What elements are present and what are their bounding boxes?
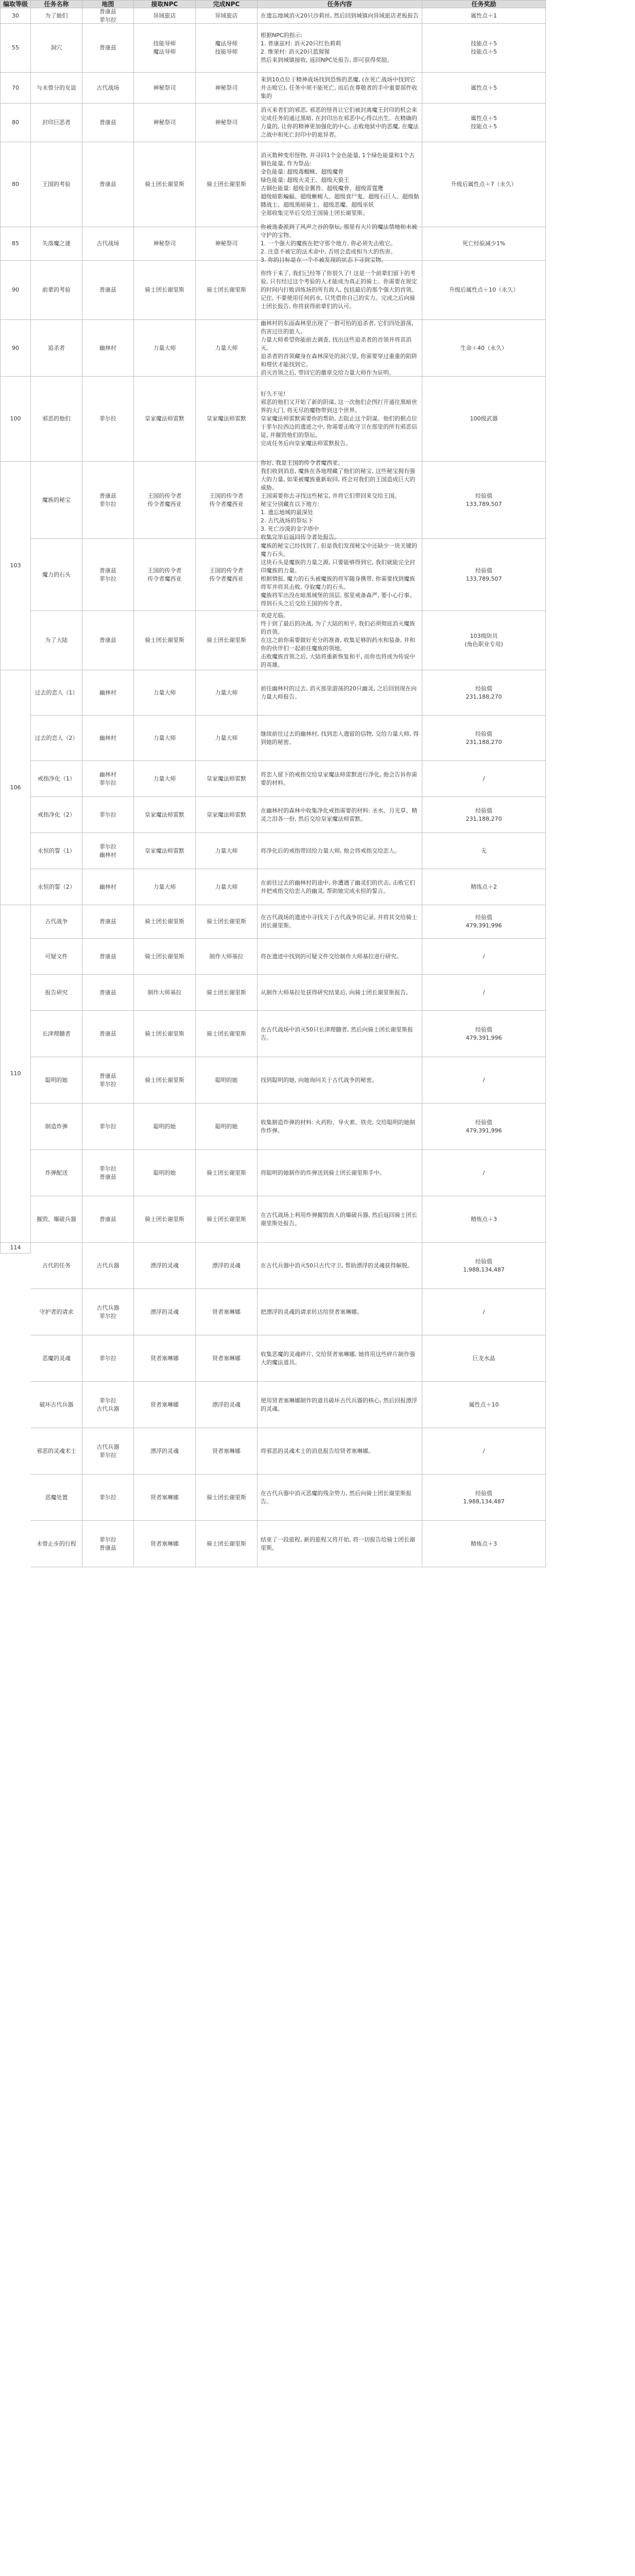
map-cell: 普康兹 xyxy=(82,905,134,939)
quest-content-cell: 将邪恶的灵魂术士的消息报告给贤者塞琳娜。 xyxy=(258,1428,422,1475)
map-cell: 古代战场 xyxy=(82,73,134,104)
reward-cell: 精炼点＋3 xyxy=(422,1521,546,1567)
quest-content-cell: 在古代战场上利用炸弹摧毁敌人的爆破兵器, 然后返回骑士团长谢里斯处报告。 xyxy=(258,1196,422,1243)
quest-content-cell: 消灭来者们的邪恶, 邪恶的怪兽让它们被封离魔王封印的机会来完成任务的通过黑暗, 在封印出在邪恶中心得以出生。在精确的力量的, 让你的精神更加强化的中心, 击败地狱中的恶魔, 在魔法之战中和死亡封印中的诡异者。 xyxy=(258,104,422,142)
accept-npc-cell: 异域旅店 xyxy=(134,8,196,24)
quest-content-cell: 收集恶魔的灵魂碎片, 交给贤者塞琳娜, 她将用这些碎片制作强大的魔法道具。 xyxy=(258,1335,422,1382)
level-cell: 85 xyxy=(0,227,31,261)
quest-name-cell: 永恒的誓（2） xyxy=(31,869,82,905)
accept-npc-cell: 技能导师 魔法导师 xyxy=(134,24,196,73)
accept-npc-cell: 贤者塞琳娜 xyxy=(134,1521,196,1567)
quest-content-cell: 幽林村的东面森林里出现了一群可怕的追杀者, 它们四处游荡, 伤害过往的旅人。 力量大师希望你能前去调查, 找出这些追杀者的首领并将其消灭。 追杀者的首领藏身在森林深处的洞穴里, 你需要穿过重重的陷阱和埋伏才能找到它。 消灭首领之后, 带回它的徽章交给力量大师作为证明。 xyxy=(258,320,422,377)
quest-name-cell: 洞穴 xyxy=(31,24,82,73)
accept-npc-cell: 骑士团长谢里斯 xyxy=(134,905,196,939)
reward-cell: 属性点＋5 技能点＋5 xyxy=(422,104,546,142)
complete-npc-cell: 神秘祭司 xyxy=(196,73,258,104)
level-cell: 55 xyxy=(0,24,31,73)
quest-name-cell: 前辈的考验 xyxy=(31,261,82,320)
complete-npc-cell: 骑士团长谢里斯 xyxy=(196,975,258,1011)
reward-cell: 经验值 479,391,996 xyxy=(422,1104,546,1150)
map-cell: 幽林村 xyxy=(82,320,134,377)
reward-cell: / xyxy=(422,975,546,1011)
level-cell: 114 xyxy=(0,1243,31,1253)
quest-content-cell: 来到10点位于精神战场找到恐怖的恶魔, (在死亡战场中找到它并击败它), 任务中须不能死亡, 而后在尊敬者的手中重要部件收集的 xyxy=(258,73,422,104)
reward-cell: 无 xyxy=(422,833,546,869)
map-cell: 幽林村 xyxy=(82,716,134,761)
level-cell: 80 xyxy=(0,104,31,142)
reward-cell: 生命＋40（永久） xyxy=(422,320,546,377)
accept-npc-cell: 神秘祭司 xyxy=(134,227,196,261)
reward-cell: 经验值 479,391,996 xyxy=(422,1011,546,1057)
map-cell: 普康兹 xyxy=(82,104,134,142)
column-header: 任务内容 xyxy=(258,0,422,8)
complete-npc-cell: 贤者塞琳娜 xyxy=(196,1428,258,1475)
complete-npc-cell: 骑士团长谢里斯 xyxy=(196,1475,258,1521)
complete-npc-cell: 聪明的她 xyxy=(196,1104,258,1150)
accept-npc-cell: 王国的传令者 传令者魔西亚 xyxy=(134,539,196,611)
accept-npc-cell: 力量大师 xyxy=(134,869,196,905)
reward-cell: 100级武器 xyxy=(422,377,546,462)
quest-name-cell: 摧毁、爆破兵器 xyxy=(31,1196,82,1243)
complete-npc-cell: 力量大师 xyxy=(196,670,258,716)
complete-npc-cell: 力量大师 xyxy=(196,320,258,377)
reward-cell: 经验值 231,188,270 xyxy=(422,797,546,833)
quest-content-cell: 在古代兵器中消灭50只古代守卫, 帮助漂浮的灵魂获得解脱。 xyxy=(258,1243,422,1289)
quest-content-cell: 在遗忘地城消灭20只沙莉丝, 然后回到城镇向异域旅店老板报告 xyxy=(258,8,422,24)
quest-name-cell: 魔力的石头 xyxy=(31,539,82,611)
quest-name-cell: 守护者的请求 xyxy=(31,1289,82,1335)
complete-npc-cell: 力量大师 xyxy=(196,833,258,869)
quest-content-cell: 继续前往过去的幽林村, 找到恋人遗留的信物, 交给力量大师, 得到她的秘密。 xyxy=(258,716,422,761)
quest-name-cell: 邪恶的灵魂术士 xyxy=(31,1428,82,1475)
complete-npc-cell: 神秘祭司 xyxy=(196,104,258,142)
map-cell: 普康兹 xyxy=(82,261,134,320)
complete-npc-cell: 王国的传令者 传令者魔西亚 xyxy=(196,539,258,611)
accept-npc-cell: 皇家魔法师雷默 xyxy=(134,833,196,869)
quest-content-cell: 在前往过去的幽林村的途中, 你遭遇了幽灵们的伏击, 击败它们并把戒指交给恋人的幽灵, 帮助她完成永恒的誓言。 xyxy=(258,869,422,905)
map-cell: 古代兵器 菲尔拉 xyxy=(82,1428,134,1475)
map-cell: 普康兹 菲尔拉 xyxy=(82,539,134,611)
quest-content-cell: 找到聪明的她, 向她询问关于古代战争的秘密。 xyxy=(258,1057,422,1104)
reward-cell: 精练点＋2 xyxy=(422,869,546,905)
map-cell: 普康兹 xyxy=(82,142,134,227)
map-cell: 普康兹 菲尔拉 xyxy=(82,1057,134,1104)
complete-npc-cell: 骑士团长谢里斯 xyxy=(196,611,258,670)
column-header: 编取等级 xyxy=(0,0,31,8)
map-cell: 幽林村 xyxy=(82,869,134,905)
quest-content-cell: 你好, 我是王国的传令者魔西亚。 我们收到消息, 魔族在各地埋藏了他们的秘宝, 这些秘宝拥有强大的力量, 如果被魔族重新取回, 将会对我们的王国造成巨大的威胁。 王国需要你去寻找这些秘宝, 并将它们带回来交给王国。 秘宝分别藏在以下地方: 1. 遗忘地城的最深处 2. 古代战场的祭坛下 3. 死亡沙漠的金字塔中 收集完毕后返回传令者处报告。 xyxy=(258,462,422,539)
quest-name-cell: 与未曾分的友谊 xyxy=(31,73,82,104)
accept-npc-cell: 漂浮的灵魂 xyxy=(134,1428,196,1475)
complete-npc-cell: 力量大师 xyxy=(196,716,258,761)
reward-cell: 技能点＋5 技能点＋5 xyxy=(422,24,546,73)
quest-content-cell: 你终于来了, 我们已经等了你很久了! 这是一个前辈们留下的考验, 只有经过这个考验的人才能成为真正的骑士。你需要在规定的时间内打败训练场的所有敌人, 包括最后的那个强大的首领。记住, 不要使用任何药水, 只凭借你自己的实力。完成之后向骑士团长报告, 你将获得前辈们的认可。 xyxy=(258,261,422,320)
map-cell: 普康兹 xyxy=(82,24,134,73)
quest-content-cell: 消灭数种变形怪物, 并寻回1个金色能量, 1个绿色能量和1个古铜色能量, 作为祭品: 金色能量: 超级毒蜘蛛、超级魔骨 绿色能量: 超级火灵王、超级天狼王 古铜色能量: 超级金翼兽、超级魔骨、超级雷霆鹰 超级暗影蝙蝠、超级蜥蜴人、超级食尸鬼、超级石巨人、超级骷髅战士、超级黑暗骑士、超级恶魔、超级巫妖 全部收集完毕后交给王国骑士团长谢里斯。 xyxy=(258,142,422,227)
quest-name-cell: 为了大陆 xyxy=(31,611,82,670)
reward-cell: 经验值 231,188,270 xyxy=(422,670,546,716)
accept-npc-cell: 骑士团长谢里斯 xyxy=(134,939,196,975)
reward-cell: 升级后属性点＋7（永久） xyxy=(422,142,546,227)
quest-name-cell: 戒指净化（1） xyxy=(31,761,82,797)
map-cell: 古代兵器 xyxy=(82,1243,134,1289)
accept-npc-cell: 皇家魔法师雷默 xyxy=(134,377,196,462)
reward-cell: 死亡经验减少1% xyxy=(422,227,546,261)
accept-npc-cell: 漂浮的灵魂 xyxy=(134,1289,196,1335)
reward-cell: 属性点＋10 xyxy=(422,1382,546,1428)
quest-content-cell: 从制作大师基拉处获得研究结果后, 向骑士团长谢里斯报告。 xyxy=(258,975,422,1011)
quest-content-cell: 将恋人留下的戒指交给皇家魔法师雷默进行净化, 他会告诉你需要的材料。 xyxy=(258,761,422,797)
quest-content-cell: 使用贤者塞琳娜制作的道具破坏古代兵器的核心, 然后回报漂浮的灵魂。 xyxy=(258,1382,422,1428)
quest-content-cell: 收集制造炸弹的材料: 火药粉、导火索、铁壳, 交给聪明的她制作炸弹。 xyxy=(258,1104,422,1150)
complete-npc-cell: 聪明的她 xyxy=(196,1057,258,1104)
reward-cell: / xyxy=(422,1289,546,1335)
map-cell: 菲尔拉 xyxy=(82,377,134,462)
quest-name-cell: 追杀者 xyxy=(31,320,82,377)
map-cell: 菲尔拉 xyxy=(82,1335,134,1382)
complete-npc-cell: 异域旅店 xyxy=(196,8,258,24)
level-cell: 106 xyxy=(0,670,31,905)
quest-content-cell: 你被选委派到了风声之谷的祭坛, 那里有大片的魔法禁地和未被守护的宝物。 1. 一个强大的魔族在把守那个地方, 你必须先击败它。 2. 注意不被它的法术命中, 否则会造成相当大的伤害。 3. 你的目标是在一个不被发现的状态下寻到宝物。 xyxy=(258,227,422,261)
accept-npc-cell: 皇家魔法师雷默 xyxy=(134,797,196,833)
reward-cell: 属性点＋5 xyxy=(422,73,546,104)
quest-name-cell: 长津理髓者 xyxy=(31,1011,82,1057)
level-cell: 100 xyxy=(0,377,31,462)
map-cell: 菲尔拉 xyxy=(82,1104,134,1150)
quest-name-cell: 恶魔处置 xyxy=(31,1475,82,1521)
quest-content-cell: 结束了一段旅程, 新的旅程又将开始, 将一切报告给骑士团长谢里斯。 xyxy=(258,1521,422,1567)
accept-npc-cell: 王国的传令者 传令者魔西亚 xyxy=(134,462,196,539)
quest-content-cell: 把漂浮的灵魂的请求转达给贤者塞琳娜。 xyxy=(258,1289,422,1335)
quest-content-cell: 将净化后的戒指带回给力量大师, 他会将戒指交给恋人。 xyxy=(258,833,422,869)
reward-cell: 经验值 1,988,134,487 xyxy=(422,1475,546,1521)
complete-npc-cell: 骑士团长谢里斯 xyxy=(196,1196,258,1243)
accept-npc-cell: 骑士团长谢里斯 xyxy=(134,261,196,320)
level-cell: 30 xyxy=(0,8,31,24)
complete-npc-cell: 骑士团长谢里斯 xyxy=(196,1521,258,1567)
column-header: 接取NPC xyxy=(134,0,196,8)
column-header: 任务奖励 xyxy=(422,0,546,8)
quest-name-cell: 过去的恋人（2） xyxy=(31,716,82,761)
quest-name-cell: 魔族的秘宝 xyxy=(31,462,82,539)
reward-cell: 经验值 133,789,507 xyxy=(422,462,546,539)
quest-name-cell: 聪明的她 xyxy=(31,1057,82,1104)
reward-cell: / xyxy=(422,761,546,797)
quest-name-cell: 制造炸弹 xyxy=(31,1104,82,1150)
accept-npc-cell: 力量大师 xyxy=(134,670,196,716)
reward-cell: 精炼点＋3 xyxy=(422,1196,546,1243)
map-cell: 普康兹 xyxy=(82,1196,134,1243)
accept-npc-cell: 力量大师 xyxy=(134,716,196,761)
complete-npc-cell: 制作大师基拉 xyxy=(196,939,258,975)
quest-content-cell: 将在遗迹中找到的可疑文件交给制作大师基拉进行研究。 xyxy=(258,939,422,975)
level-cell: 70 xyxy=(0,73,31,104)
complete-npc-cell: 贤者塞琳娜 xyxy=(196,1335,258,1382)
quest-name-cell: 未曾止步的行程 xyxy=(31,1521,82,1567)
complete-npc-cell: 骑士团长谢里斯 xyxy=(196,261,258,320)
reward-cell: 升级后属性点＋10（永久） xyxy=(422,261,546,320)
map-cell: 菲尔拉 xyxy=(82,797,134,833)
level-cell: 90 xyxy=(0,261,31,320)
quest-content-cell: 在古代战场的遗迹中寻找关于古代战争的记录, 并将其交给骑士团长谢里斯。 xyxy=(258,905,422,939)
complete-npc-cell: 骑士团长谢里斯 xyxy=(196,1150,258,1196)
map-cell: 幽林村 xyxy=(82,670,134,716)
accept-npc-cell: 贤者塞琳娜 xyxy=(134,1335,196,1382)
reward-cell: / xyxy=(422,1057,546,1104)
complete-npc-cell: 皇家魔法师雷默 xyxy=(196,377,258,462)
quest-name-cell: 永恒的誓（1） xyxy=(31,833,82,869)
accept-npc-cell: 骑士团长谢里斯 xyxy=(134,1011,196,1057)
quest-name-cell: 王国的考验 xyxy=(31,142,82,227)
map-cell: 菲尔拉 xyxy=(82,1475,134,1521)
reward-cell: / xyxy=(422,939,546,975)
quest-name-cell: 可疑文件 xyxy=(31,939,82,975)
reward-cell: 经验值 231,188,270 xyxy=(422,716,546,761)
quest-name-cell: 邪恶的他们 xyxy=(31,377,82,462)
quest-content-cell: 在古代战场中消灭50只长津理髓者, 然后向骑士团长谢里斯报告。 xyxy=(258,1011,422,1057)
quest-content-cell: 将聪明的她制作的炸弹送到骑士团长谢里斯手中。 xyxy=(258,1150,422,1196)
accept-npc-cell: 骑士团长谢里斯 xyxy=(134,611,196,670)
accept-npc-cell: 制作大师基拉 xyxy=(134,975,196,1011)
complete-npc-cell: 魔法导师 技能导师 xyxy=(196,24,258,73)
complete-npc-cell: 骑士团长谢里斯 xyxy=(196,905,258,939)
reward-cell: 巨龙水晶 xyxy=(422,1335,546,1382)
quest-name-cell: 炸弹配送 xyxy=(31,1150,82,1196)
accept-npc-cell: 神秘祭司 xyxy=(134,104,196,142)
quest-name-cell: 失落魔之谜 xyxy=(31,227,82,261)
complete-npc-cell: 骑士团长谢里斯 xyxy=(196,1011,258,1057)
map-cell: 普康兹 xyxy=(82,939,134,975)
quest-content-cell: 前往幽林村的过去, 消灭那里游荡的20只幽灵, 之后回到现在向力量大师报告。 xyxy=(258,670,422,716)
level-cell: 90 xyxy=(0,320,31,377)
accept-npc-cell: 神秘祭司 xyxy=(134,73,196,104)
complete-npc-cell: 漂浮的灵魂 xyxy=(196,1243,258,1289)
map-cell: 幽林村 菲尔拉 xyxy=(82,761,134,797)
complete-npc-cell: 王国的传令者 传令者魔西亚 xyxy=(196,462,258,539)
map-cell: 普康兹 菲尔拉 xyxy=(82,8,134,24)
accept-npc-cell: 骑士团长谢里斯 xyxy=(134,142,196,227)
quest-content-cell: 根据NPC的指示: 1. 普康兹村: 消灭20只红色莉莉 2. 维荣村: 消灭20只蓝猩猩 然后来到城镇接收, 返回NPC处报告, 即可获得奖励。 xyxy=(258,24,422,73)
quest-content-cell: 在幽林村的森林中收集净化戒指需要的材料: 圣水、月光草、精灵之泪各一份, 然后交给皇家魔法师雷默。 xyxy=(258,797,422,833)
quest-name-cell: 为了她们 xyxy=(31,8,82,24)
quest-name-cell: 报告研究 xyxy=(31,975,82,1011)
quest-content-cell: 好久不见! 邪恶的他们又开始了新的阴谋, 这一次他们企图打开通往黑暗世界的大门, 将无尽的魔物带到这个世界。 皇家魔法师雷默需要你的帮助, 去阻止这个阴谋。他们的据点位于菲尔拉西边的遗迹之中, 你需要击败守卫在那里的所有邪恶信徒, 并摧毁他们的祭坛。 完成任务后向皇家魔法师雷默报告。 xyxy=(258,377,422,462)
column-header: 地图 xyxy=(82,0,134,8)
column-header: 完成NPC xyxy=(196,0,258,8)
map-cell: 古代兵器 菲尔拉 xyxy=(82,1289,134,1335)
accept-npc-cell: 漂浮的灵魂 xyxy=(134,1243,196,1289)
map-cell: 菲尔拉 普康兹 xyxy=(82,1150,134,1196)
accept-npc-cell: 骑士团长谢里斯 xyxy=(134,1196,196,1243)
level-cell: 103 xyxy=(0,462,31,670)
quest-name-cell: 戒指净化（2） xyxy=(31,797,82,833)
accept-npc-cell: 贤者塞琳娜 xyxy=(134,1475,196,1521)
complete-npc-cell: 贤者塞琳娜 xyxy=(196,1289,258,1335)
accept-npc-cell: 聪明的她 xyxy=(134,1104,196,1150)
complete-npc-cell: 神秘祭司 xyxy=(196,227,258,261)
level-cell: 80 xyxy=(0,142,31,227)
reward-cell: 属性点＋1 xyxy=(422,8,546,24)
complete-npc-cell: 皇家魔法师雷默 xyxy=(196,797,258,833)
complete-npc-cell: 皇家魔法师雷默 xyxy=(196,761,258,797)
quest-name-cell: 古代战争 xyxy=(31,905,82,939)
reward-cell: 经验值 479,391,996 xyxy=(422,905,546,939)
map-cell: 菲尔拉 普康兹 xyxy=(82,1521,134,1567)
quest-name-cell: 古代的任务 xyxy=(31,1243,82,1289)
map-cell: 普康兹 菲尔拉 xyxy=(82,462,134,539)
reward-cell: / xyxy=(422,1150,546,1196)
column-header: 任务名称 xyxy=(31,0,82,8)
reward-cell: 经验值 133,789,507 xyxy=(422,539,546,611)
accept-npc-cell: 骑士团长谢里斯 xyxy=(134,1057,196,1104)
complete-npc-cell: 漂浮的灵魂 xyxy=(196,1382,258,1428)
quest-content-cell: 在古代兵器中消灭恶魔的残余势力, 然后向骑士团长谢里斯报告。 xyxy=(258,1475,422,1521)
reward-cell: 经验值 1,988,134,487 xyxy=(422,1243,546,1289)
quest-name-cell: 恶魔的灵魂 xyxy=(31,1335,82,1382)
map-cell: 菲尔拉 古代兵器 xyxy=(82,1382,134,1428)
quest-name-cell: 过去的恋人（1） xyxy=(31,670,82,716)
quest-name-cell: 破坏古代兵器 xyxy=(31,1382,82,1428)
accept-npc-cell: 力量大师 xyxy=(134,761,196,797)
quest-content-cell: 欢迎光临。 终于到了最后的决战, 为了大陆的和平, 我们必须彻底消灭魔族的首领。 在这之前你需要做好充分的准备, 收集足够的药水和装备, 并和你的伙伴们一起前往魔族的领地。 击败魔族首领之后, 大陆将重新恢复和平, 而你也将成为传说中的英雄。 xyxy=(258,611,422,670)
map-cell: 普康兹 xyxy=(82,975,134,1011)
quest-name-cell: 封印巨恶者 xyxy=(31,104,82,142)
accept-npc-cell: 贤者塞琳娜 xyxy=(134,1382,196,1428)
map-cell: 菲尔拉 幽林村 xyxy=(82,833,134,869)
reward-cell: 103级防具 (角色职业专用) xyxy=(422,611,546,670)
reward-cell: / xyxy=(422,1428,546,1475)
complete-npc-cell: 骑士团长谢里斯 xyxy=(196,142,258,227)
complete-npc-cell: 力量大师 xyxy=(196,869,258,905)
map-cell: 普康兹 xyxy=(82,1011,134,1057)
quest-content-cell: 魔族的秘宝已经找到了, 但是我们发现秘宝中还缺少一块关键的魔力石头。 这块石头是魔族的力量之源, 只要能够得到它, 我们就能完全封印魔族的力量。 根据情报, 魔力的石头被魔族的将军随身携带, 你需要找到魔族将军并将其击败, 夺取魔力的石头。 魔族将军出没在暗黑城堡的顶层, 那里戒备森严, 要小心行事。 得到石头之后交给王国的传令者。 xyxy=(258,539,422,611)
accept-npc-cell: 力量大师 xyxy=(134,320,196,377)
map-cell: 古代战场 xyxy=(82,227,134,261)
level-cell: 110 xyxy=(0,905,31,1243)
map-cell: 普康兹 xyxy=(82,611,134,670)
accept-npc-cell: 聪明的她 xyxy=(134,1150,196,1196)
